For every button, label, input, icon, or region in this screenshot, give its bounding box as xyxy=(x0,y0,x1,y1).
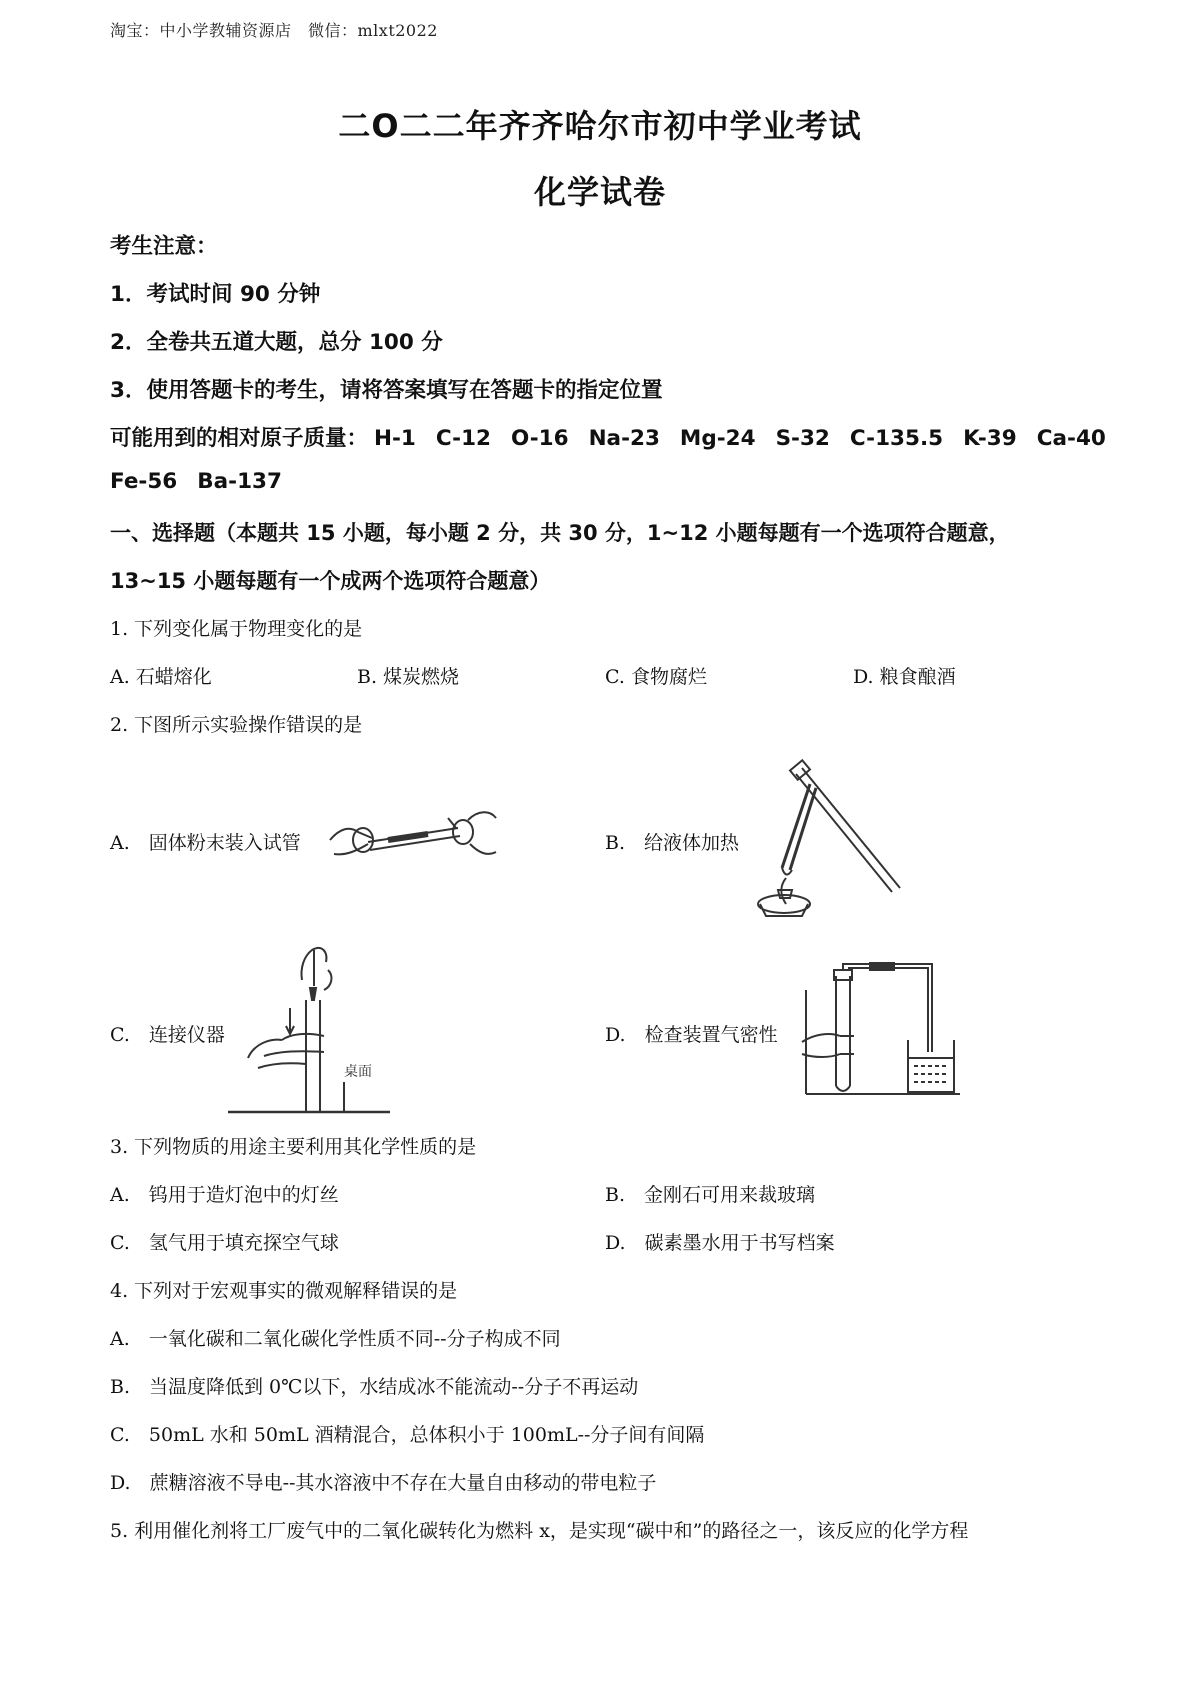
q4-stem: 4. 下列对于宏观事实的微观解释错误的是 xyxy=(110,1280,458,1302)
q1-option-d: D. 粮食酿酒 xyxy=(853,666,956,688)
page-subtitle: 化学试卷 xyxy=(533,173,666,211)
figure-connecting-apparatus xyxy=(224,940,394,1120)
q1-option-c: C. 食物腐烂 xyxy=(605,666,707,688)
notice-item-3: 3．使用答题卡的考生，请将答案填写在答题卡的指定位置 xyxy=(110,378,663,403)
notice-heading: 考生注意： xyxy=(110,234,218,259)
q2-option-c: C. 连接仪器 xyxy=(110,1024,225,1046)
q3-option-c: C. 氢气用于填充探空气球 xyxy=(110,1232,339,1254)
q3-option-d: D. 碳素墨水用于书写档案 xyxy=(605,1232,835,1254)
page-title: 二O二二年齐齐哈尔市初中学业考试 xyxy=(338,107,862,145)
q3-option-a: A. 钨用于造灯泡中的灯丝 xyxy=(110,1184,339,1206)
notice-item-2: 2．全卷共五道大题，总分 100 分 xyxy=(110,330,443,355)
atomic-mass: O-16 xyxy=(511,426,569,451)
header-note: 淘宝：中小学教辅资源店 微信：mlxt2022 xyxy=(110,21,438,40)
atomic-masses-line-2 xyxy=(110,469,282,494)
atomic-mass: S-32 xyxy=(775,426,830,451)
q4-option-b: B. 当温度降低到 0℃以下，水结成冰不能流动--分子不再运动 xyxy=(110,1376,639,1398)
q1-option-a: A. 石蜡熔化 xyxy=(110,666,212,688)
section1-heading-line1: 一、选择题（本题共 15 小题，每小题 2 分，共 30 分，1~12 小题每题有一个选项符合题意， xyxy=(110,521,1010,545)
q3-stem: 3. 下列物质的用途主要利用其化学性质的是 xyxy=(110,1136,477,1158)
q3-option-b: B. 金刚石可用来裁玻璃 xyxy=(605,1184,816,1206)
figure-heating-liquid xyxy=(752,758,902,918)
figure-powder-into-test-tube xyxy=(328,798,498,874)
notice-item-1: 1．考试时间 90 分钟 xyxy=(110,282,321,307)
section1-heading-line2: 13~15 小题每题有一个成两个选项符合题意） xyxy=(110,569,551,593)
q1-option-b: B. 煤炭燃烧 xyxy=(357,666,460,688)
atomic-mass: Ca-40 xyxy=(1036,426,1106,451)
atomic-masses-line-1 xyxy=(110,421,1106,452)
atomic-mass: H-1 xyxy=(374,426,416,451)
atomic-mass: Na-23 xyxy=(588,426,660,451)
atomic-mass: C-12 xyxy=(435,426,492,451)
q2-stem: 2. 下图所示实验操作错误的是 xyxy=(110,714,363,736)
atomic-mass: Ba-137 xyxy=(197,469,282,494)
q2-option-b: B. 给液体加热 xyxy=(605,832,740,854)
atomic-masses-lead: 可能用到的相对原子质量： xyxy=(110,426,369,451)
q4-option-d: D. 蔗糖溶液不导电--其水溶液中不存在大量自由移动的带电粒子 xyxy=(110,1472,657,1494)
atomic-mass: K-39 xyxy=(963,426,1017,451)
q4-option-c: C. 50mL 水和 50mL 酒精混合，总体积小于 100mL--分子间有间隔 xyxy=(110,1424,705,1446)
q2-option-d: D. 检查装置气密性 xyxy=(605,1024,778,1046)
atomic-mass: Fe-56 xyxy=(110,469,178,494)
q4-option-a: A. 一氧化碳和二氧化碳化学性质不同--分子构成不同 xyxy=(110,1328,561,1350)
q5-stem: 5. 利用催化剂将工厂废气中的二氧化碳转化为燃料 x，是实现“碳中和”的路径之一，该反应的化学方程 xyxy=(110,1520,969,1542)
atomic-mass: Mg-24 xyxy=(679,426,756,451)
figure-label-desktop: 桌面 xyxy=(344,1064,372,1080)
q2-option-a: A. 固体粉末装入试管 xyxy=(110,832,301,854)
q1-stem: 1. 下列变化属于物理变化的是 xyxy=(110,618,363,640)
figure-airtightness-check xyxy=(800,962,960,1098)
atomic-mass: C-135.5 xyxy=(849,426,944,451)
